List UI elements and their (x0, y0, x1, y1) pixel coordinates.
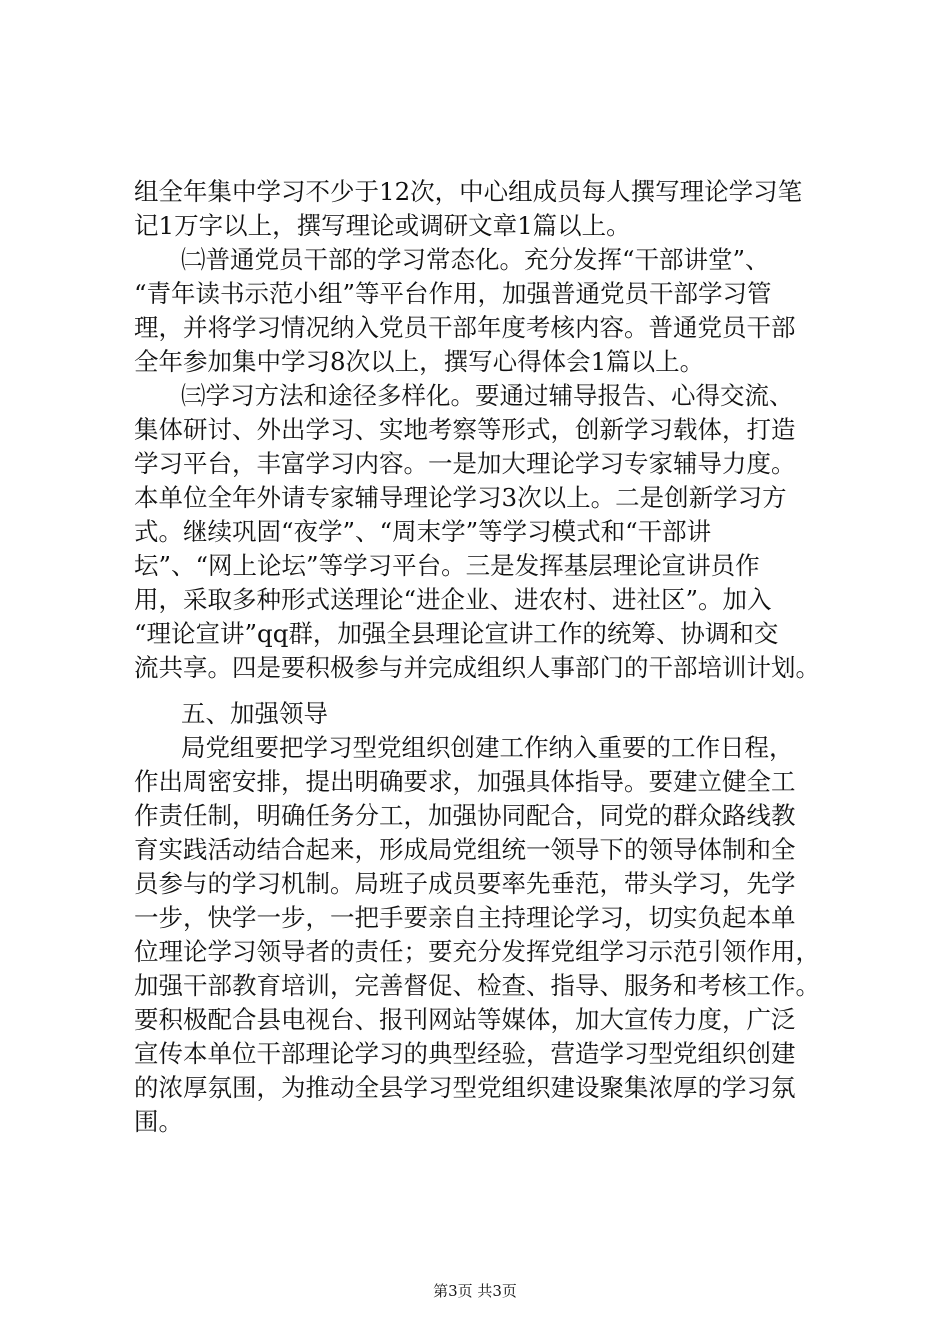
body-line: 作出周密安排，提出明确要求，加强具体指导。要建立健全工 (134, 767, 796, 796)
body-line: 坛”、“网上论坛”等学习平台。三是发挥基层理论宣讲员作 (134, 551, 760, 580)
body-line: 要积极配合县电视台、报刊网站等媒体，加大宣传力度，广泛 (134, 1005, 796, 1034)
body-line: 用，采取多种形式送理论“进企业、进农村、进社区”。加入 (134, 585, 772, 614)
body-line: 加强干部教育培训，完善督促、检查、指导、服务和考核工作。 (134, 971, 820, 1000)
body-line: 流共享。四是要积极参与并完成组织人事部门的干部培训计划。 (134, 653, 820, 682)
body-line: 集体研讨、外出学习、实地考察等形式，创新学习载体，打造 (134, 415, 796, 444)
body-line: 位理论学习领导者的责任；要充分发挥党组学习示范引领作用， (134, 937, 820, 966)
body-line: 本单位全年外请专家辅导理论学习3次以上。二是创新学习方 (134, 483, 787, 512)
paragraph-start-line: ㈢学习方法和途径多样化。要通过辅导报告、心得交流、 (181, 381, 794, 410)
body-line: “理论宣讲”qq群，加强全县理论宣讲工作的统筹、协调和交 (134, 619, 779, 648)
body-line: “青年读书示范小组”等平台作用，加强普通党员干部学习管 (134, 279, 772, 308)
page-number-footer: 第3页 共3页 (433, 1282, 517, 1300)
body-line: 一步，快学一步，一把手要亲自主持理论学习，切实负起本单 (134, 903, 796, 932)
paragraph-start-line: ㈡普通党员干部的学习常态化。充分发挥“干部讲堂”、 (181, 245, 770, 274)
body-line: 育实践活动结合起来，形成局党组统一领导下的领导体制和全 (134, 835, 796, 864)
body-line: 记1万字以上，撰写理论或调研文章1篇以上。 (134, 211, 631, 240)
body-line: 理，并将学习情况纳入党员干部年度考核内容。普通党员干部 (134, 313, 796, 342)
body-line: 作责任制，明确任务分工，加强协同配合，同党的群众路线教 (134, 801, 796, 830)
body-line: 学习平台，丰富学习内容。一是加大理论学习专家辅导力度。 (134, 449, 796, 478)
body-line: 组全年集中学习不少于12次，中心组成员每人撰写理论学习笔 (134, 177, 803, 206)
body-line: 的浓厚氛围，为推动全县学习型党组织建设聚集浓厚的学习氛 (134, 1073, 796, 1102)
section-heading: 五、加强领导 (181, 699, 328, 728)
body-line: 全年参加集中学习8次以上，撰写心得体会1篇以上。 (134, 347, 705, 376)
paragraph-start-line: 局党组要把学习型党组织创建工作纳入重要的工作日程， (181, 733, 794, 762)
body-line: 员参与的学习机制。局班子成员要率先垂范，带头学习，先学 (134, 869, 796, 898)
body-line: 围。 (134, 1107, 183, 1136)
body-line: 宣传本单位干部理论学习的典型经验，营造学习型党组织创建 (134, 1039, 796, 1068)
body-line: 式。继续巩固“夜学”、“周末学”等学习模式和“干部讲 (134, 517, 712, 546)
